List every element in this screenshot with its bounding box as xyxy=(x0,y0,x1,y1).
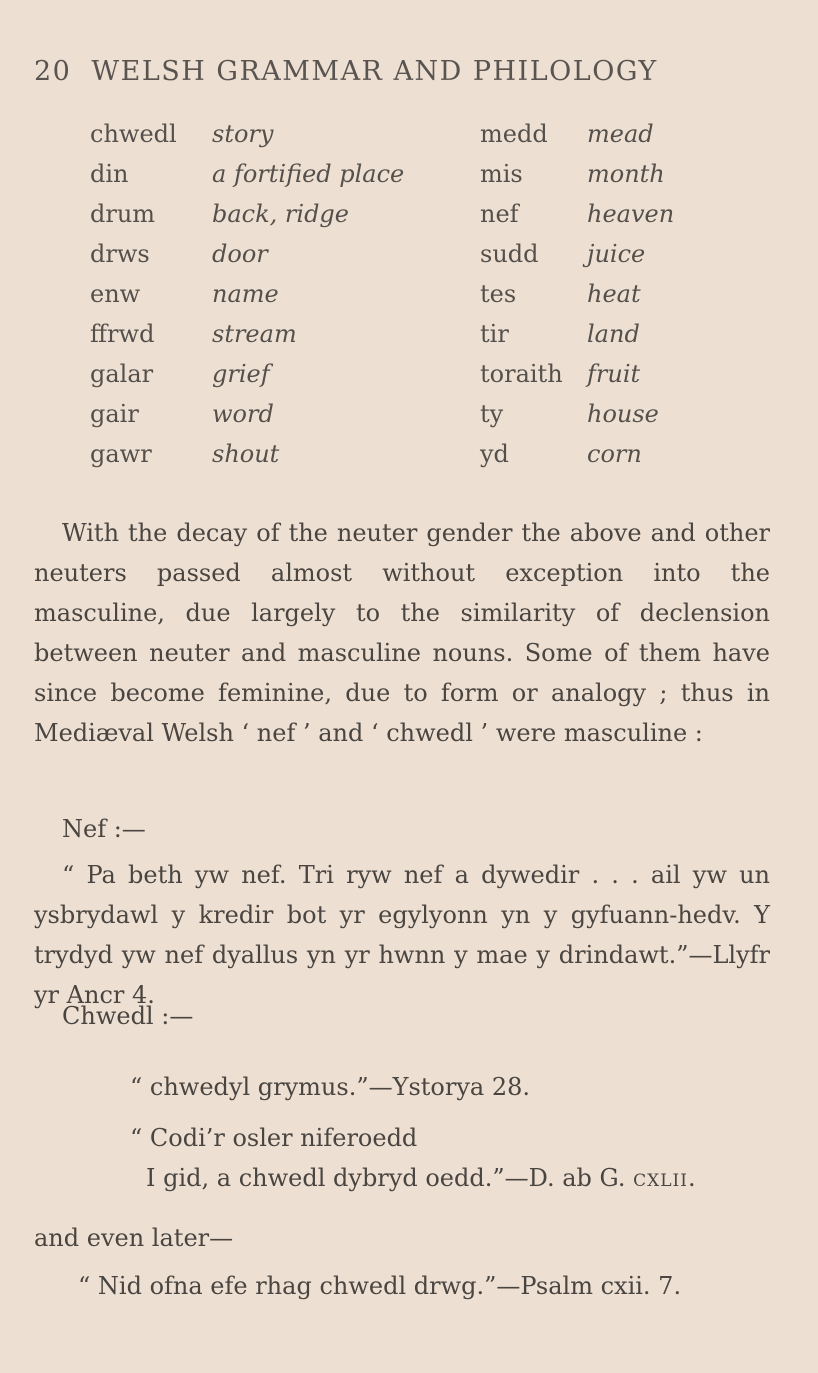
welsh-word: drws xyxy=(90,240,150,268)
english-gloss: name xyxy=(212,280,279,308)
welsh-word: gair xyxy=(90,400,139,428)
running-title: WELSH GRAMMAR AND PHILOLOGY xyxy=(91,56,658,87)
vocab-row xyxy=(90,160,710,200)
welsh-word: galar xyxy=(90,360,154,388)
vocab-row xyxy=(90,200,710,240)
welsh-word: din xyxy=(90,160,129,188)
paragraph-text: With the decay of the neuter gender the above and other neuters passed almost without exception into the masculine, due largely to the similarity of declension between neuter and masculine nouns. Some of them have since become feminine, due to form or analogy ; thus in Mediæval Welsh ‘ nef ’ and ‘ chwedl ’ were masculine : xyxy=(34,519,770,747)
english-gloss: land xyxy=(587,320,640,348)
welsh-word: mis xyxy=(480,160,523,188)
chwedl-quote-2-line-1: “ Codi’r osler niferoedd xyxy=(130,1124,418,1152)
nef-label: Nef :— xyxy=(62,815,146,843)
english-gloss: story xyxy=(212,120,274,148)
welsh-word: sudd xyxy=(480,240,539,268)
welsh-word: ffrwd xyxy=(90,320,155,348)
chwedl-quote-2-text: I gid, a chwedl dybryd oedd.”—D. ab G. xyxy=(146,1164,626,1192)
nef-quote-text: “ Pa beth yw nef. Tri ryw nef a dywedir . . . ail yw un ysbrydawl y kredir bot yr egylyonn yn y gyfuann-hedv. Y trydyd yw nef dyallus yn yr hwnn y mae y drindawt.”—Llyfr yr Ancr 4. xyxy=(34,861,770,1009)
welsh-word: toraith xyxy=(480,360,563,388)
english-gloss: month xyxy=(587,160,665,188)
english-gloss: back, ridge xyxy=(212,200,349,228)
running-header xyxy=(34,56,658,87)
nef-quote xyxy=(34,855,770,1015)
vocab-row xyxy=(90,280,710,320)
english-gloss: shout xyxy=(212,440,280,468)
later-label: and even later— xyxy=(34,1224,234,1252)
vocab-row xyxy=(90,440,710,480)
welsh-word: ty xyxy=(480,400,504,428)
welsh-word: tir xyxy=(480,320,509,348)
welsh-word: yd xyxy=(480,440,509,468)
english-gloss: fruit xyxy=(587,360,641,388)
english-gloss: stream xyxy=(212,320,297,348)
welsh-word: tes xyxy=(480,280,517,308)
english-gloss: mead xyxy=(587,120,654,148)
vocab-row xyxy=(90,360,710,400)
vocab-row xyxy=(90,240,710,280)
psalm-quote: “ Nid ofna efe rhag chwedl drwg.”—Psalm cxii. 7. xyxy=(78,1272,682,1300)
english-gloss: heat xyxy=(587,280,641,308)
welsh-word: enw xyxy=(90,280,141,308)
english-gloss: juice xyxy=(587,240,646,268)
welsh-word: gawr xyxy=(90,440,152,468)
english-gloss: door xyxy=(212,240,268,268)
chwedl-quote-2-line-2 xyxy=(146,1164,697,1192)
vocabulary-table xyxy=(90,120,710,480)
vocab-row xyxy=(90,400,710,440)
welsh-word: medd xyxy=(480,120,548,148)
english-gloss: house xyxy=(587,400,659,428)
body-paragraph xyxy=(34,513,770,753)
vocab-row xyxy=(90,120,710,160)
welsh-word: nef xyxy=(480,200,519,228)
english-gloss: heaven xyxy=(587,200,675,228)
chwedl-label: Chwedl :— xyxy=(62,1002,194,1030)
welsh-word: chwedl xyxy=(90,120,177,148)
vocab-row xyxy=(90,320,710,360)
chwedl-quote-1: “ chwedyl grymus.”—Ystorya 28. xyxy=(130,1073,530,1101)
chwedl-quote-2-ref: cxlii. xyxy=(633,1164,697,1192)
english-gloss: a fortified place xyxy=(212,160,405,188)
page-number: 20 xyxy=(34,56,72,87)
english-gloss: word xyxy=(212,400,274,428)
english-gloss: corn xyxy=(587,440,642,468)
welsh-word: drum xyxy=(90,200,156,228)
english-gloss: grief xyxy=(212,360,270,388)
